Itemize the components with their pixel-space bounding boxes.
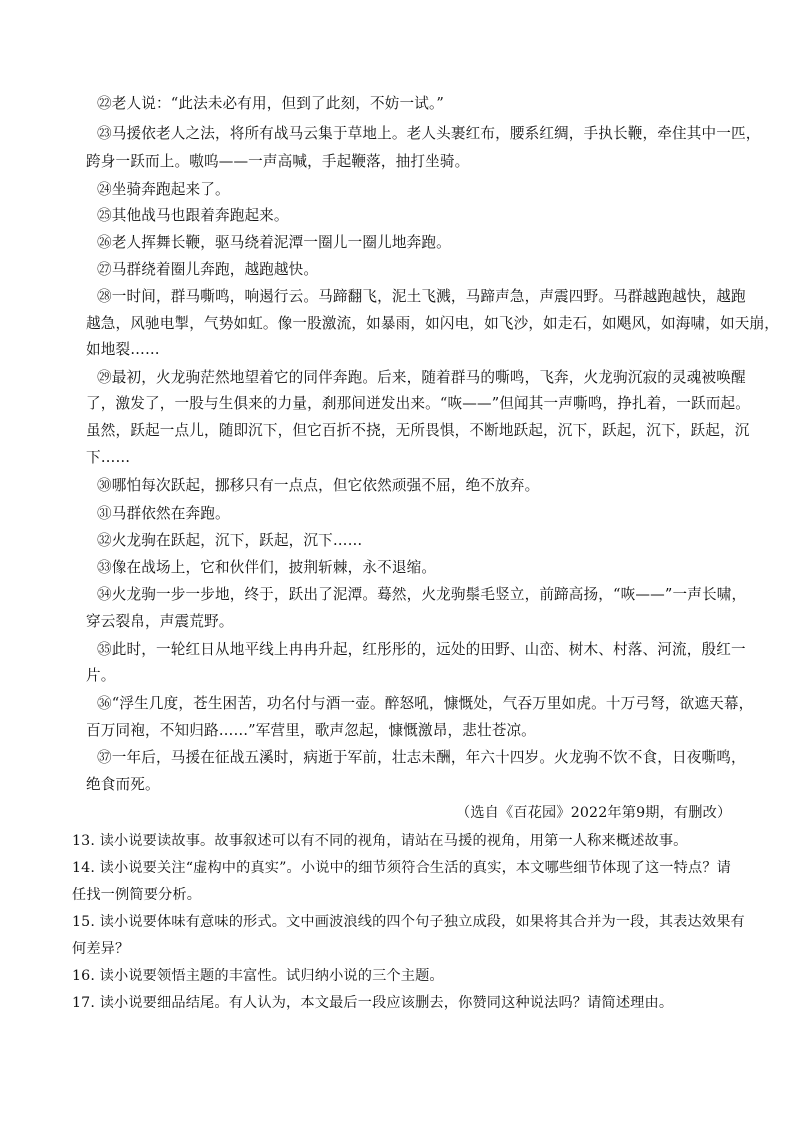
paragraph-26: ㉖老人挥舞长鞭，驱马绕着泥潭一圈儿一圈儿地奔跑。 [97, 234, 451, 251]
question-14-line-2: 任找一例简要分析。 [72, 887, 202, 903]
question-16: 16. 读小说要领悟主题的丰富性。试归纳小说的三个主题。 [72, 968, 444, 984]
paragraph-29-line-3: 虽然，跃起一点儿，随即沉下，但它百折不挠，无所畏惧，不断地跃起，沉下，跃起，沉下，跃起，沉 [86, 422, 750, 439]
paragraph-36-line-1: ㊱“浮生几度，苍生困苦，功名付与酒一壶。醉怒吼，慷慨处，气吞万里如虎。十万弓弩，欲遮天幕， [97, 695, 754, 712]
question-13: 13. 读小说要读故事。故事叙述可以有不同的视角，请站在马援的视角，用第一人称来概述故事。 [72, 833, 688, 849]
paragraph-37-line-1: ㊲一年后，马援在征战五溪时，病逝于军前，壮志未酬，年六十四岁。火龙驹不饮不食，日夜嘶鸣， [97, 749, 746, 766]
paragraph-24: ㉔坐骑奔跑起来了。 [97, 181, 230, 198]
paragraph-25: ㉕其他战马也跟着奔跑起来。 [97, 207, 289, 224]
paragraph-33: ㉝像在战场上，它和伙伴们，披荆斩棘，永不退缩。 [97, 559, 437, 576]
paragraph-28-line-3: 如地裂…… [86, 341, 160, 358]
paragraph-27: ㉗马群绕着圈儿奔跑，越跑越快。 [97, 261, 319, 278]
paragraph-34-line-1: ㉞火龙驹一步一步地，终于，跃出了泥潭。蓦然，火龙驹鬃毛竖立，前蹄高扬，“咴——”一声长啸， [97, 586, 747, 603]
paragraph-23-line-2: 跨身一跃而上。嗷呜——一声高喊，手起鞭落，抽打坐骑。 [86, 153, 470, 170]
paragraph-29-line-1: ㉙最初，火龙驹茫然地望着它的同伴奔跑。后来，随着群马的嘶鸣，飞奔，火龙驹沉寂的灵魂被唤醒 [97, 369, 746, 386]
paragraph-36-line-2: 百万同袍，不知归路……”军营里，歌声忽起，慷慨激昂，悲壮苍凉。 [86, 722, 536, 739]
paragraph-35-line-2: 片。 [86, 667, 116, 684]
paragraph-30: ㉚哪怕每次跃起，挪移只有一点点，但它依然顽强不屈，绝不放弃。 [97, 477, 540, 494]
paragraph-29-line-4: 下…… [86, 449, 131, 466]
question-17: 17. 读小说要细品结尾。有人认为，本文最后一段应该删去，你赞同这种说法吗？请简述理由。 [72, 995, 674, 1011]
paragraph-23-line-1: ㉓马援依老人之法，将所有战马云集于草地上。老人头裹红布，腰系红绸，手执长鞭，牵住其中一匹， [97, 125, 761, 142]
paragraph-35-line-1: ㉟此时，一轮红日从地平线上冉冉升起，红彤彤的，远处的田野、山峦、树木、村落、河流，殷红一 [97, 641, 746, 658]
paragraph-37-line-2: 绝食而死。 [86, 776, 160, 793]
source-citation: （选自《百花园》2022年第9期，有删改） [456, 805, 732, 821]
paragraph-32: ㉜火龙驹在跃起，沉下，跃起，沉下…… [97, 532, 363, 549]
paragraph-28-line-1: ㉘一时间，群马嘶鸣，响遏行云。马蹄翻飞，泥土飞溅，马蹄声急，声震四野。马群越跑越快，越跑 [97, 288, 746, 305]
question-15-line-2: 何差异？ [72, 941, 130, 957]
paragraph-22: ㉒老人说：“此法未必有用，但到了此刻，不妨一试。” [97, 95, 445, 112]
paragraph-34-line-2: 穿云裂帛，声震荒野。 [86, 613, 234, 630]
question-14-line-1: 14. 读小说要关注“虚构中的真实”。小说中的细节须符合生活的真实，本文哪些细节体现了这一特点？请 [72, 860, 731, 876]
paragraph-29-line-2: 了，激发了，一股与生俱来的力量，刹那间迸发出来。“咴——”但闻其一声嘶鸣，挣扎着，一跃而起。 [86, 395, 750, 412]
question-15-line-1: 15. 读小说要体味有意味的形式。文中画波浪线的四个句子独立成段，如果将其合并为一段，其表达效果有 [72, 914, 745, 930]
paragraph-28-line-2: 越急，风驰电掣，气势如虹。像一股激流，如暴雨，如闪电，如飞沙，如走石，如飓风，如海啸，如天崩， [86, 315, 779, 332]
paragraph-31: ㉛马群依然在奔跑。 [97, 505, 230, 522]
